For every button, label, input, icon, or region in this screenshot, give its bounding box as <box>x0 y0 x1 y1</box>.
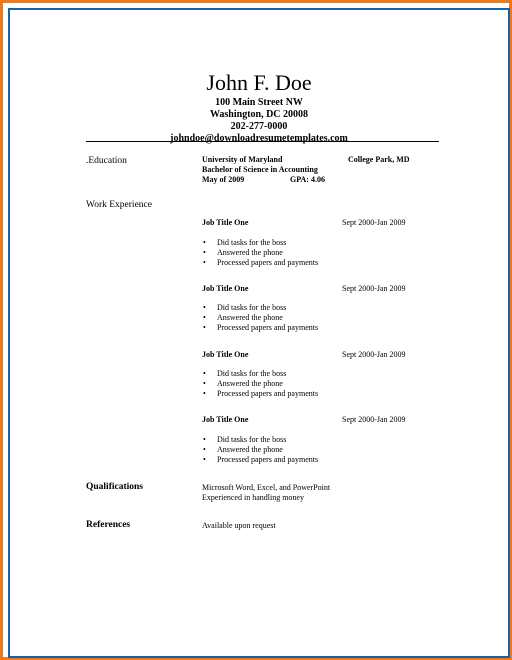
job-title: Job Title One <box>202 415 249 424</box>
job-bullet: • Answered the phone <box>217 313 283 323</box>
job-bullet: • Answered the phone <box>217 248 283 258</box>
job-bullet: • Processed papers and payments <box>217 323 318 333</box>
work-heading: Work Experience <box>86 200 152 210</box>
job-bullet: • Did tasks for the boss <box>217 238 286 248</box>
job-dates: Sept 2000-Jan 2009 <box>342 218 406 227</box>
address-street: 100 Main Street NW <box>215 97 303 108</box>
resume-page <box>10 10 508 656</box>
job-title: Job Title One <box>202 218 249 227</box>
job-title: Job Title One <box>202 284 249 293</box>
job-bullet: • Did tasks for the boss <box>217 435 286 445</box>
job-bullet: • Did tasks for the boss <box>217 303 286 313</box>
qualifications-heading: Qualifications <box>86 482 144 492</box>
references-heading: References <box>86 520 131 530</box>
job-bullet: • Answered the phone <box>217 379 283 389</box>
education-gpa: GPA: 4.06 <box>290 175 325 184</box>
education-heading: .Education <box>86 156 127 166</box>
phone-number: 202-277-0000 <box>230 121 288 132</box>
education-date: May of 2009 <box>202 175 245 184</box>
job-bullet: • Processed papers and payments <box>217 258 318 268</box>
job-bullet: • Processed papers and payments <box>217 389 318 399</box>
job-title: Job Title One <box>202 350 249 359</box>
email-address: johndoe@downloadresumetemplates.com <box>170 133 348 144</box>
education-degree: Bachelor of Science in Accounting <box>202 165 318 174</box>
address-city: Washington, DC 20008 <box>209 109 309 120</box>
qualification-line: Experienced in handling money <box>202 493 304 502</box>
job-dates: Sept 2000-Jan 2009 <box>342 415 406 424</box>
job-bullet: • Processed papers and payments <box>217 455 318 465</box>
education-location: College Park, MD <box>348 155 410 164</box>
job-dates: Sept 2000-Jan 2009 <box>342 350 406 359</box>
header-divider <box>86 141 439 142</box>
job-bullet: • Did tasks for the boss <box>217 369 286 379</box>
job-bullet: • Answered the phone <box>217 445 283 455</box>
job-dates: Sept 2000-Jan 2009 <box>342 284 406 293</box>
inner-frame <box>8 8 510 658</box>
qualification-line: Microsoft Word, Excel, and PowerPoint <box>202 483 331 492</box>
resume-name: John F. Doe <box>206 70 312 95</box>
education-school: University of Maryland <box>202 155 283 164</box>
references-text: Available upon request <box>202 521 276 530</box>
